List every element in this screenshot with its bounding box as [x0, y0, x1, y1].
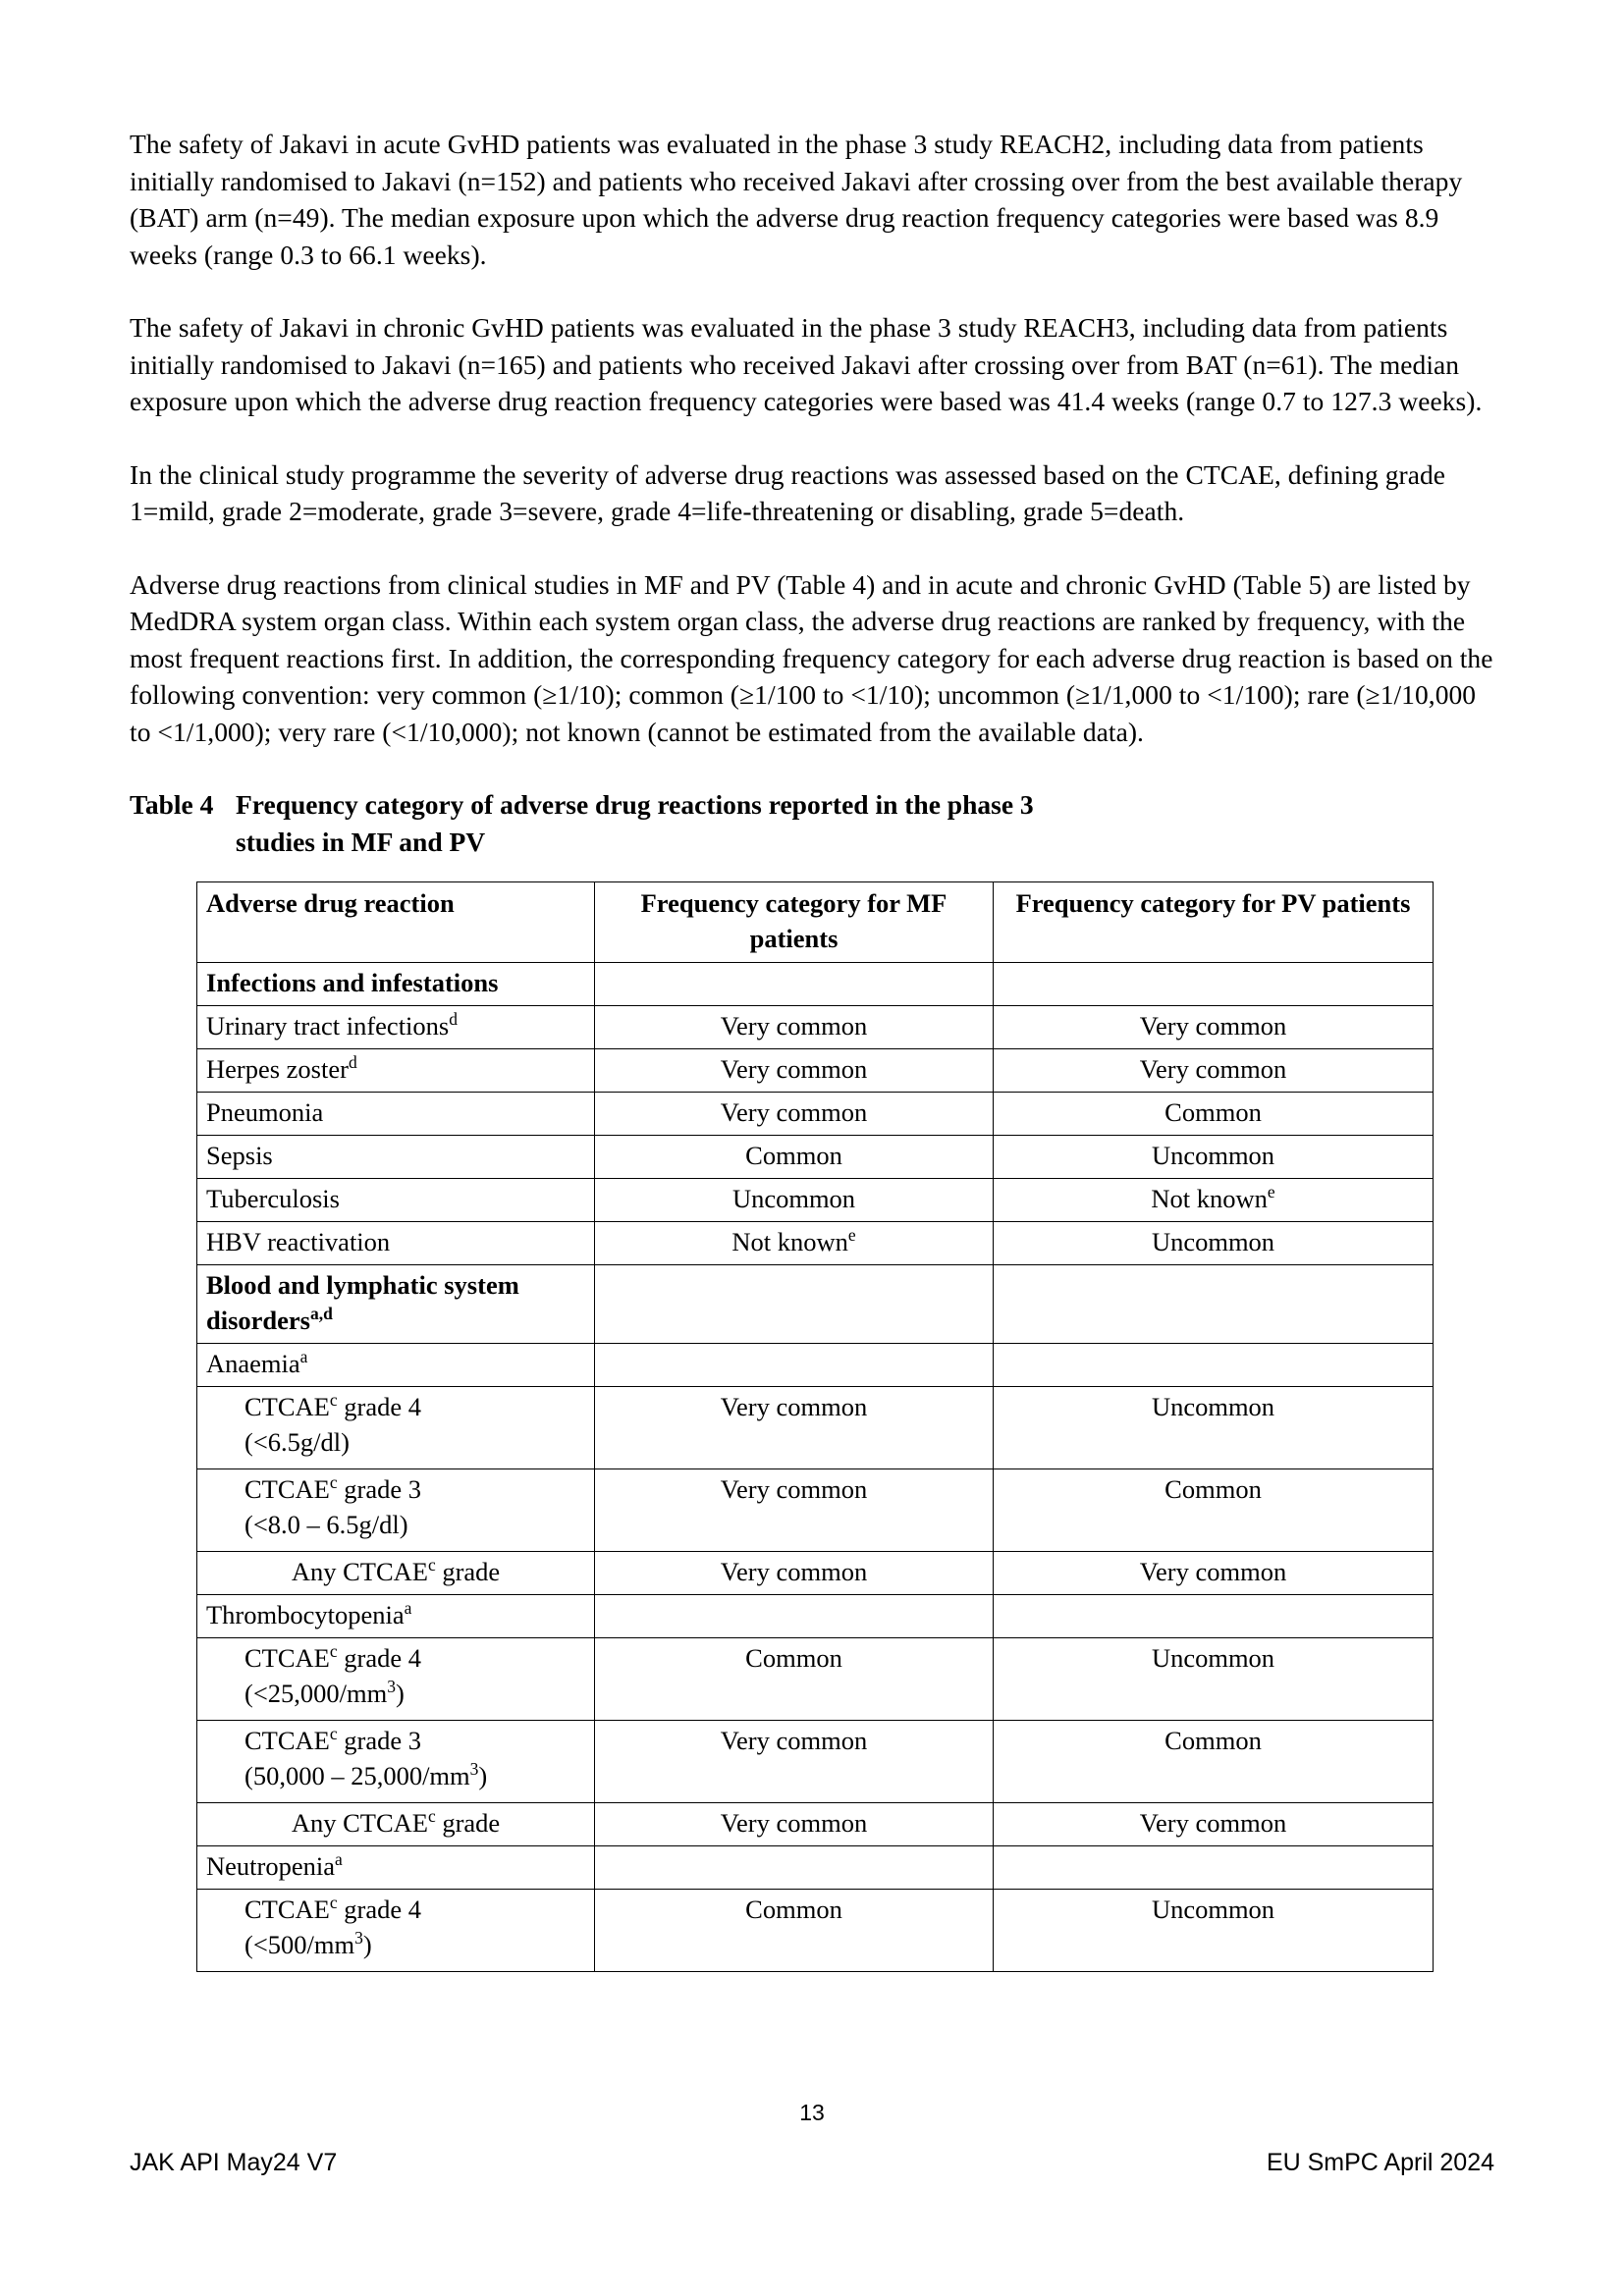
page-footer — [130, 2148, 1494, 2177]
cell-frequency-mf — [595, 1265, 994, 1344]
table-row — [197, 1093, 1434, 1136]
cell-frequency-pv — [994, 963, 1434, 1006]
footer-left-text: JAK API May24 V7 — [130, 2149, 338, 2176]
cell-line-threshold: $(<500/mm^3)$ — [244, 1928, 372, 1959]
page-content — [130, 126, 1494, 1972]
superscript-marker: c — [427, 1806, 436, 1827]
cell-line-grade: CTCAE$^c$ grade 3 — [244, 1724, 421, 1755]
superscript-marker: e — [1267, 1182, 1275, 1202]
table-header-row — [197, 882, 1434, 963]
cell-frequency-pv — [994, 1595, 1434, 1638]
cell-line-threshold: $(50,000 - 25,000/mm^3)$ — [244, 1759, 488, 1790]
cell-frequency-mf: Very common — [595, 1721, 994, 1803]
table-row — [197, 1049, 1434, 1093]
superscript-marker: c — [329, 1893, 338, 1913]
table-row — [197, 1552, 1434, 1595]
superscript-marker: c — [329, 1390, 338, 1411]
cell-line-grade: CTCAE$^c$ grade 4 — [244, 1390, 421, 1421]
table-row — [197, 963, 1434, 1006]
cell-frequency-pv — [994, 1265, 1434, 1344]
superscript-marker: c — [329, 1641, 338, 1662]
table-row — [197, 1721, 1434, 1803]
cell-frequency-pv: Not known$^e$ — [994, 1179, 1434, 1222]
cell-line-grade: CTCAE$^c$ grade 3 — [244, 1472, 421, 1504]
cell-frequency-mf: Common — [595, 1890, 994, 1972]
cell-frequency-mf: Common — [595, 1136, 994, 1179]
cell-adverse-drug-reaction: Any CTCAE$^c$ grade — [197, 1552, 595, 1595]
superscript-marker: a — [334, 1849, 343, 1870]
cell-frequency-mf — [595, 1846, 994, 1890]
cell-frequency-pv: Uncommon — [994, 1387, 1434, 1469]
cell-frequency-pv: Common — [994, 1093, 1434, 1136]
superscript-marker: a,d — [310, 1304, 333, 1324]
cell-frequency-mf: Common — [595, 1638, 994, 1721]
cell-adverse-drug-reaction: Pneumonia — [197, 1093, 595, 1136]
table-row — [197, 1179, 1434, 1222]
cell-frequency-mf: Very common — [595, 1469, 994, 1552]
superscript-marker: c — [329, 1724, 338, 1744]
cell-frequency-pv — [994, 1344, 1434, 1387]
table-row — [197, 1638, 1434, 1721]
table-body — [197, 963, 1434, 1972]
superscript-marker: 3 — [469, 1759, 479, 1780]
cell-frequency-mf: Very common — [595, 1093, 994, 1136]
cell-frequency-mf: Very common — [595, 1006, 994, 1049]
cell-adverse-drug-reaction — [197, 1387, 595, 1469]
page-number: 13 — [799, 2100, 825, 2125]
header-adverse-drug-reaction: Adverse drug reaction — [197, 882, 595, 963]
cell-adverse-drug-reaction: Anaemia$^a$ — [197, 1344, 595, 1387]
cell-adverse-drug-reaction — [197, 1721, 595, 1803]
paragraph-frequency-convention: Adverse drug reactions from clinical studies in MF and PV (Table 4) and in acute and chronic GvHD (Table 5) are listed by MedDRA system organ class. Within each system organ class, the adverse drug reactions are ranked by frequency, with the most frequent reactions first. In addition, the corresponding frequency category for each adverse drug reaction is based on the following convention: very common (≥1/10); common (≥1/100 to <1/10); uncommon (≥1/1,000 to <1/100); rare (≥1/10,000 to <1/1,000); very rare (<1/10,000); not known (cannot be estimated from the available data). — [130, 568, 1493, 747]
superscript-marker: d — [449, 1009, 458, 1030]
paragraph-ctcae-grades: In the clinical study programme the severity of adverse drug reactions was assessed based on the CTCAE, defining grade 1=mild, grade 2=moderate, grade 3=severe, grade 4=life-threatening or disabling, grade 5=death. — [130, 458, 1446, 526]
header-frequency-pv: Frequency category for PV patients — [994, 882, 1434, 963]
table-4-caption — [130, 786, 1494, 860]
cell-frequency-pv: Common — [994, 1469, 1434, 1552]
table-4-label: Table 4 — [130, 789, 214, 820]
cell-frequency-mf: Very common — [595, 1387, 994, 1469]
cell-frequency-pv: Uncommon — [994, 1638, 1434, 1721]
cell-adverse-drug-reaction — [197, 1638, 595, 1721]
table-row — [197, 1890, 1434, 1972]
superscript-marker: 3 — [387, 1677, 396, 1697]
cell-adverse-drug-reaction — [197, 1469, 595, 1552]
cell-adverse-drug-reaction: Sepsis — [197, 1136, 595, 1179]
table-row — [197, 1803, 1434, 1846]
cell-adverse-drug-reaction: Tuberculosis — [197, 1179, 595, 1222]
cell-adverse-drug-reaction — [197, 1890, 595, 1972]
header-frequency-mf: Frequency category for MF patients — [595, 882, 994, 963]
cell-adverse-drug-reaction: Blood and lymphatic system disorders$^{a,d}$ — [197, 1265, 595, 1344]
cell-adverse-drug-reaction: Herpes zoster$^d$ — [197, 1049, 595, 1093]
cell-adverse-drug-reaction: Neutropenia$^a$ — [197, 1846, 595, 1890]
superscript-marker: e — [847, 1225, 856, 1246]
paragraph-acute-gvhd: The safety of Jakavi in acute GvHD patients was evaluated in the phase 3 study REACH2, including data from patients initially randomised to Jakavi (n=152) and patients who received Jakavi after crossing over from the best available therapy (BAT) arm (n=49). The median exposure upon which the adverse drug reaction frequency categories were based was 8.9 weeks (range 0.3 to 66.1 weeks). — [130, 129, 1463, 270]
cell-frequency-mf: Very common — [595, 1552, 994, 1595]
cell-adverse-drug-reaction: Urinary tract infections$^d$ — [197, 1006, 595, 1049]
cell-frequency-pv: Very common — [994, 1006, 1434, 1049]
superscript-marker: 3 — [354, 1928, 363, 1949]
cell-adverse-drug-reaction: Any CTCAE$^c$ grade — [197, 1803, 595, 1846]
table-row — [197, 1265, 1434, 1344]
footer-right-text: EU SmPC April 2024 — [1266, 2149, 1494, 2176]
cell-frequency-mf — [595, 1595, 994, 1638]
cell-frequency-mf: Not known$^e$ — [595, 1222, 994, 1265]
cell-line-threshold: (<8.0 – 6.5g/dl) — [244, 1510, 408, 1539]
table-4-title: Frequency category of adverse drug reactions reported in the phase 3 studies in MF and PV — [236, 789, 1034, 857]
table-row — [197, 1846, 1434, 1890]
superscript-marker: c — [427, 1555, 436, 1575]
table-row — [197, 1222, 1434, 1265]
superscript-marker: a — [299, 1347, 308, 1367]
superscript-marker: a — [404, 1598, 412, 1619]
table-row — [197, 1006, 1434, 1049]
cell-frequency-mf — [595, 1344, 994, 1387]
cell-frequency-pv: Common — [994, 1721, 1434, 1803]
cell-frequency-pv — [994, 1846, 1434, 1890]
table-4-adverse-drug-reactions — [196, 881, 1434, 1972]
table-row — [197, 1387, 1434, 1469]
superscript-marker: d — [348, 1052, 357, 1073]
cell-frequency-pv: Very common — [994, 1552, 1434, 1595]
table-row — [197, 1136, 1434, 1179]
cell-line-threshold: (<6.5g/dl) — [244, 1427, 350, 1457]
cell-frequency-pv: Very common — [994, 1803, 1434, 1846]
cell-line-grade: CTCAE$^c$ grade 4 — [244, 1641, 421, 1673]
cell-line-grade: CTCAE$^c$ grade 4 — [244, 1893, 421, 1924]
table-row — [197, 1344, 1434, 1387]
table-row — [197, 1595, 1434, 1638]
table-row — [197, 1469, 1434, 1552]
cell-frequency-pv: Uncommon — [994, 1890, 1434, 1972]
cell-frequency-pv: Very common — [994, 1049, 1434, 1093]
paragraph-chronic-gvhd: The safety of Jakavi in chronic GvHD patients was evaluated in the phase 3 study REACH3, including data from patients initially randomised to Jakavi (n=165) and patients who received Jakavi after crossing over from BAT (n=61). The median exposure upon which the adverse drug reaction frequency categories were based was 41.4 weeks (range 0.7 to 127.3 weeks). — [130, 312, 1483, 416]
cell-adverse-drug-reaction: Thrombocytopenia$^a$ — [197, 1595, 595, 1638]
cell-frequency-mf: Uncommon — [595, 1179, 994, 1222]
cell-frequency-mf: Very common — [595, 1049, 994, 1093]
cell-adverse-drug-reaction: Infections and infestations — [197, 963, 595, 1006]
cell-frequency-mf: Very common — [595, 1803, 994, 1846]
cell-frequency-pv: Uncommon — [994, 1136, 1434, 1179]
cell-adverse-drug-reaction: HBV reactivation — [197, 1222, 595, 1265]
cell-frequency-pv: Uncommon — [994, 1222, 1434, 1265]
cell-frequency-mf — [595, 963, 994, 1006]
superscript-marker: c — [329, 1472, 338, 1493]
cell-line-threshold: $(<25,000/mm^3)$ — [244, 1677, 405, 1708]
